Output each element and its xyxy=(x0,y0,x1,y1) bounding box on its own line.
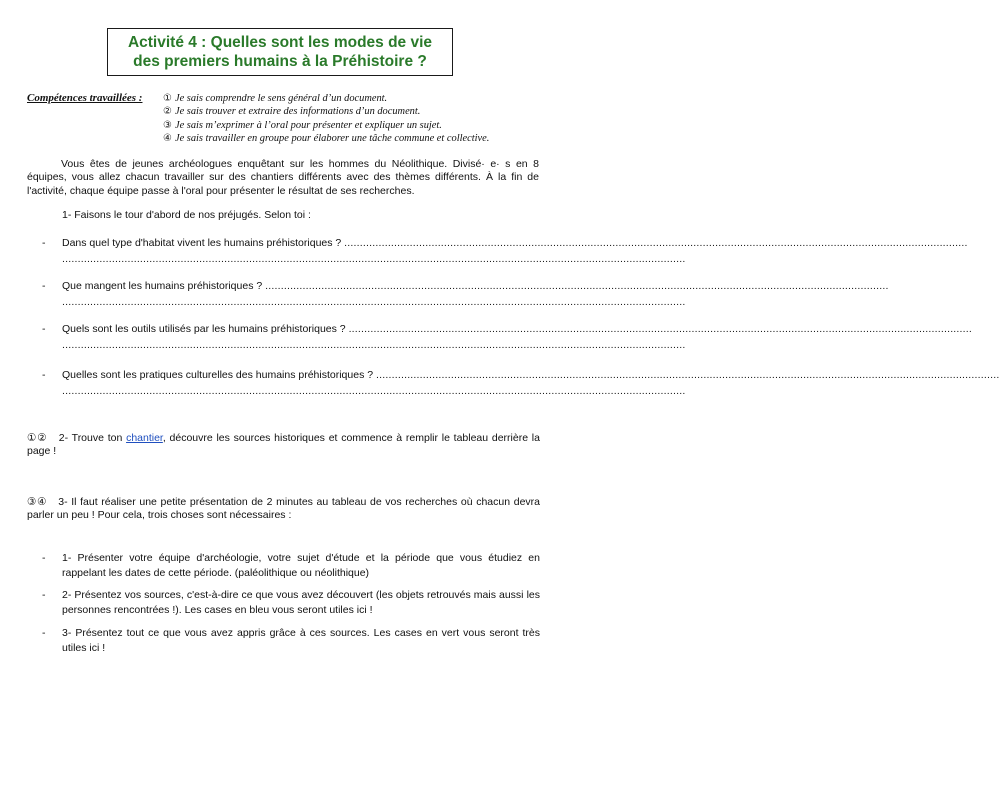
list-dash: - xyxy=(42,552,46,564)
skill-text: Je sais m’exprimer à l’oral pour présenter et expliquer un sujet. xyxy=(174,119,442,131)
part2-paragraph xyxy=(27,432,540,459)
activity-title-box xyxy=(107,28,453,76)
answer-dots-line: ........................................................................................................................................................................................................ xyxy=(62,296,686,308)
skill-number: ② xyxy=(163,106,172,118)
list-item-text: 2- Présentez vos sources, c'est-à-dire ce que vous avez découvert (les objets retrouvés mais aussi les personnes rencontrées !). Les cases en bleu vous seront utiles ici ! xyxy=(62,589,540,616)
part3-paragraph xyxy=(27,496,540,523)
question-text: Quels sont les outils utilisés par les humains préhistoriques ? xyxy=(62,323,349,335)
list-dash: - xyxy=(42,627,46,639)
question-text: Dans quel type d'habitat vivent les humains préhistoriques ? xyxy=(62,237,345,249)
question-text: Quelles sont les pratiques culturelles des humains préhistoriques ? xyxy=(62,369,377,381)
skill-numbers: ①② xyxy=(27,432,48,444)
list-dash: - xyxy=(42,369,46,381)
skill-text: Je sais travailler en groupe pour élaborer une tâche commune et collective. xyxy=(174,132,490,144)
list-item-text: 3- Présentez tout ce que vous avez appris grâce à ces sources. Les cases en vert vous seront très utiles ici ! xyxy=(62,627,540,654)
skill-item-2 xyxy=(163,105,489,118)
part3-text: 3- Il faut réaliser une petite présentation de 2 minutes au tableau de vos recherches où chacun devra parler un peu ! Pour cela, trois choses sont nécessaires : xyxy=(27,496,540,522)
list-dash: - xyxy=(42,280,46,292)
answer-dots: ........................................................................................................................................................................................................ xyxy=(376,369,999,381)
answer-dots: ........................................................................................................................................................................................................ xyxy=(265,280,889,292)
part2-text-before: 2- Trouve ton xyxy=(58,432,127,444)
skill-number: ④ xyxy=(163,132,172,144)
part1-title: 1- Faisons le tour d'abord de nos préjugés. Selon toi : xyxy=(62,209,311,221)
skill-number: ③ xyxy=(163,119,172,131)
skill-item-4 xyxy=(163,132,489,145)
list-dash: - xyxy=(42,323,46,335)
answer-dots: ........................................................................................................................................................................................................ xyxy=(344,237,968,249)
skill-text: Je sais trouver et extraire des informations d’un document. xyxy=(174,106,421,118)
intro-paragraph: Vous êtes de jeunes archéologues enquêtant sur les hommes du Néolithique. Divisé· e· s en 8 équipes, vous allez chacun travailler sur des chantiers différents avec des thèmes différents. À la fin de l'activité, chaque équipe passe à l'oral pour présenter le résultat de ses recherches. xyxy=(27,158,539,197)
skill-text: Je sais comprendre le sens général d’un document. xyxy=(174,93,388,104)
skills-label: Compétences travaillées : xyxy=(27,92,143,104)
answer-dots-line: ........................................................................................................................................................................................................ xyxy=(62,385,686,397)
skill-number: ① xyxy=(163,93,172,104)
answer-dots-line: ........................................................................................................................................................................................................ xyxy=(62,339,686,351)
activity-title-line2: des premiers humains à la Préhistoire ? xyxy=(133,53,427,70)
answer-dots: ........................................................................................................................................................................................................ xyxy=(348,323,973,335)
skills-list xyxy=(163,92,489,145)
part2-text-after: , découvre les sources historiques et commence à remplir le tableau derrière la page ! xyxy=(27,432,540,458)
list-item-text: 1- Présenter votre équipe d'archéologie, votre sujet d'étude et la période que vous étudiez en rappelant les dates de cette période. (paléolithique ou néolithique) xyxy=(62,552,540,579)
skill-item-1 xyxy=(163,92,489,105)
answer-dots-line: ........................................................................................................................................................................................................ xyxy=(62,253,686,265)
chantier-link[interactable]: chantier xyxy=(126,432,163,444)
activity-title-line1: Activité 4 : Quelles sont les modes de vie xyxy=(127,34,433,51)
list-dash: - xyxy=(42,589,46,601)
skill-numbers: ③④ xyxy=(27,496,48,508)
skill-item-3 xyxy=(163,119,489,132)
list-dash: - xyxy=(42,237,46,249)
question-text: Que mangent les humains préhistoriques ? xyxy=(62,280,266,292)
